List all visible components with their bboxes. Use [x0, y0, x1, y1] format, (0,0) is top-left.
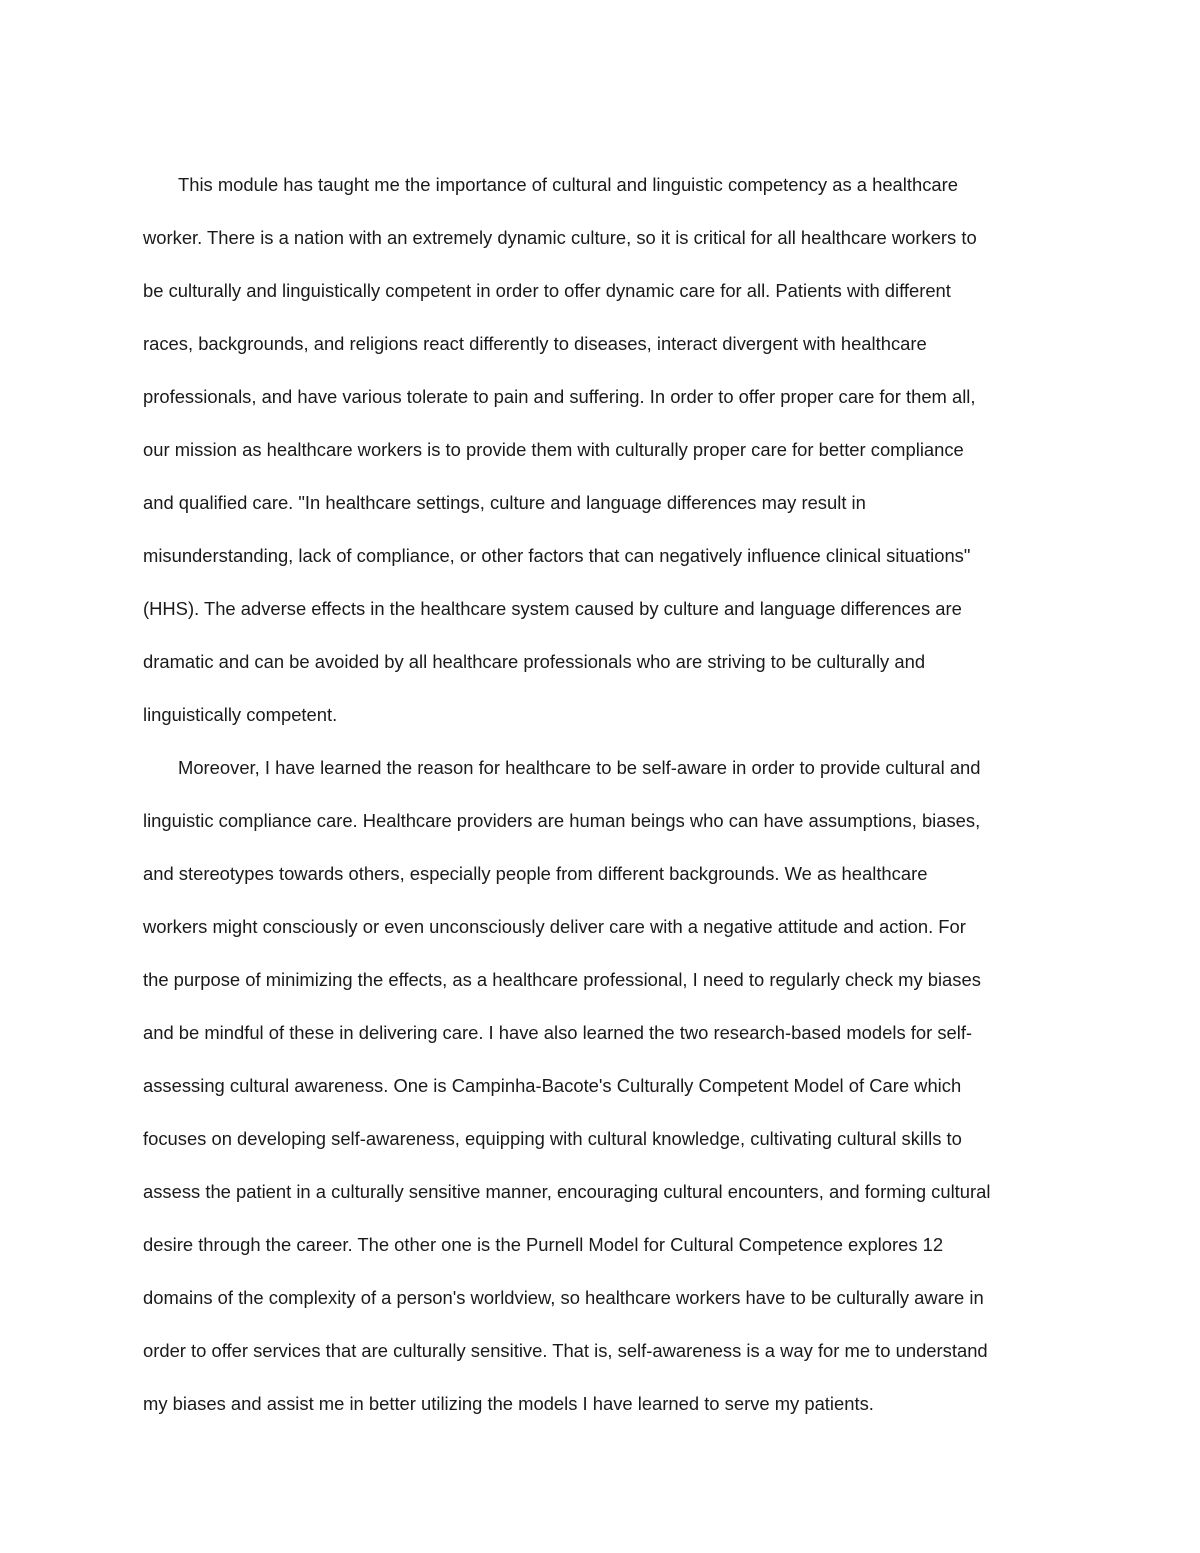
paragraph-line: and qualified care. "In healthcare settings, culture and language differences may result in — [143, 492, 866, 513]
paragraph-line: assess the patient in a culturally sensitive manner, encouraging cultural encounters, and forming cultural — [143, 1181, 991, 1202]
paragraph-2 — [143, 741, 1055, 1430]
paragraph-line: races, backgrounds, and religions react differently to diseases, interact divergent with healthcare — [143, 333, 927, 354]
paragraph-line: workers might consciously or even unconsciously deliver care with a negative attitude and action. For — [143, 916, 966, 937]
paragraph-line: misunderstanding, lack of compliance, or other factors that can negatively influence clinical situations" — [143, 545, 971, 566]
paragraph-line: Moreover, I have learned the reason for healthcare to be self-aware in order to provide cultural and — [178, 757, 981, 778]
paragraph-line: This module has taught me the importance of cultural and linguistic competency as a healthcare — [178, 174, 958, 195]
paragraph-line: order to offer services that are culturally sensitive. That is, self-awareness is a way for me to understand — [143, 1340, 988, 1361]
paragraph-line: focuses on developing self-awareness, equipping with cultural knowledge, cultivating cultural skills to — [143, 1128, 962, 1149]
paragraph-line: domains of the complexity of a person's worldview, so healthcare workers have to be culturally aware in — [143, 1287, 984, 1308]
paragraph-line: be culturally and linguistically competent in order to offer dynamic care for all. Patients with different — [143, 280, 951, 301]
document-body — [143, 158, 1055, 1430]
paragraph-line: desire through the career. The other one is the Purnell Model for Cultural Competence explores 12 — [143, 1234, 944, 1255]
paragraph-line: linguistically competent. — [143, 704, 338, 725]
paragraph-line: my biases and assist me in better utilizing the models I have learned to serve my patients. — [143, 1393, 874, 1414]
paragraph-line: and stereotypes towards others, especially people from different backgrounds. We as healthcare — [143, 863, 928, 884]
paragraph-line: worker. There is a nation with an extremely dynamic culture, so it is critical for all healthcare workers to — [143, 227, 977, 248]
paragraph-line: and be mindful of these in delivering care. I have also learned the two research-based models for self- — [143, 1022, 973, 1043]
paragraph-line: assessing cultural awareness. One is Campinha-Bacote's Culturally Competent Model of Care which — [143, 1075, 962, 1096]
paragraph-line: professionals, and have various tolerate to pain and suffering. In order to offer proper care for them all, — [143, 386, 976, 407]
paragraph-1 — [143, 158, 1055, 741]
paragraph-line: the purpose of minimizing the effects, as a healthcare professional, I need to regularly check my biases — [143, 969, 981, 990]
paragraph-line: linguistic compliance care. Healthcare providers are human beings who can have assumptions, biases, — [143, 810, 981, 831]
paragraph-line: (HHS). The adverse effects in the healthcare system caused by culture and language differences are — [143, 598, 962, 619]
paragraph-line: our mission as healthcare workers is to provide them with culturally proper care for better compliance — [143, 439, 964, 460]
paragraph-line: dramatic and can be avoided by all healthcare professionals who are striving to be culturally and — [143, 651, 926, 672]
